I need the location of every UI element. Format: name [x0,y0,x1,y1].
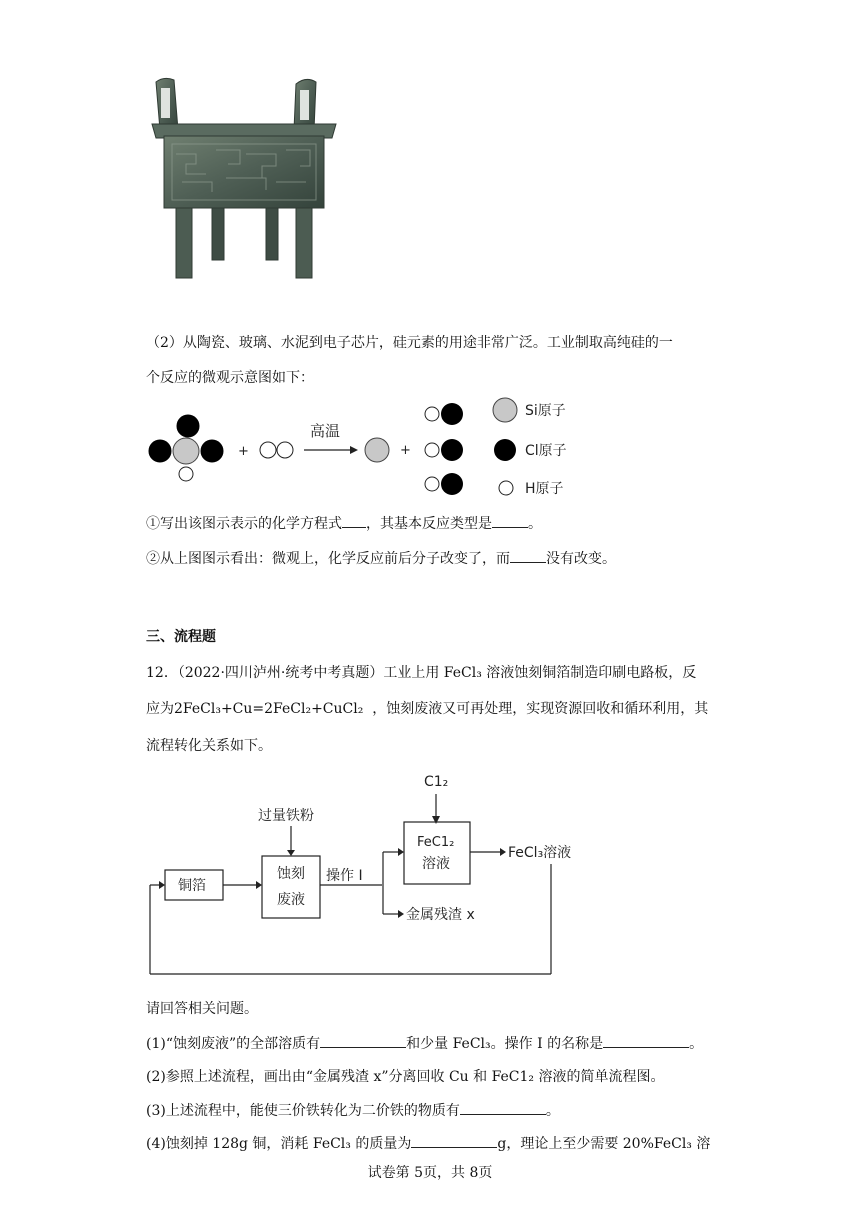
plus-sign-1: + [238,444,249,459]
process-flowchart [140,764,600,984]
cl-atom [441,473,463,495]
fecl2-label-1: FeC1₂ [417,835,455,850]
answer-blank-unchanged[interactable] [510,548,546,563]
q2-sub1-text-a: ①写出该图示表示的化学方程式 [146,516,342,532]
copper-foil-label: 铜箔 [178,878,206,894]
q12-line2-text-b: ，蚀刻废液又可再处理，实现资源回收和循环利用，其 [372,701,709,717]
q2-sub2-text-a: ②从上图图示看出：微观上，化学反应前后分子改变了，而 [146,551,510,567]
waste-label-1: 蚀刻 [277,866,305,882]
q2-sub1 [146,513,542,533]
si-legend-label: Si原子 [525,403,566,419]
h-atom [277,442,293,458]
q12-line2 [146,698,708,718]
q12-part3-text-a: (3)上述流程中，能使三价铁转化为二价铁的物质有 [146,1103,460,1119]
waste-label-2: 废液 [277,892,305,908]
q2-sub1-text-b: ，其基本反应类型是 [366,516,492,532]
cl-atom [201,440,223,462]
q12-part3 [146,1100,560,1120]
q12-part3-text-b: 。 [545,1103,560,1119]
h-atom [425,443,439,457]
q12-part1-text-b: 和少量 FeCl₃。操作 I 的名称是 [406,1036,604,1052]
cl-legend-label: Cl原子 [525,443,567,459]
cl-atom [149,440,171,462]
answer-blank-equation[interactable] [342,513,366,528]
answer-blank-operation[interactable] [603,1033,689,1048]
q12-part1-text-a: (1)“蚀刻废液”的全部溶质有 [146,1036,321,1052]
q12-part1 [146,1033,703,1053]
fecl3-label: FeCl₃溶液 [508,845,572,861]
q12-line3: 流程转化关系如下。 [146,738,272,754]
q12-part4 [146,1133,710,1153]
h-atom [179,467,193,481]
q2-intro-line1: （2）从陶瓷、玻璃、水泥到电子芯片，硅元素的用途非常广泛。工业制取高纯硅的一 [146,335,673,351]
cl-atom [441,403,463,425]
q12-line1: 12．（2022·四川泸州·统考中考真题）工业上用 FeCl₃ 溶液蚀刻铜箔制造印刷电路板，反 [146,665,697,681]
section-title: 三、流程题 [146,629,216,645]
h-legend-atom [499,481,513,495]
bronze-ding-image [146,74,342,284]
q12-line2-text-a: 应为 [146,701,174,717]
q2-intro-line2: 个反应的微观示意图如下： [146,370,314,386]
q12-prompt: 请回答相关问题。 [146,1001,258,1017]
q2-sub2 [146,548,616,568]
answer-blank-mass[interactable] [411,1133,497,1148]
iron-powder-label: 过量铁粉 [258,808,314,824]
q12-part2: (2)参照上述流程，画出由“金属残渣 x”分离回收 Cu 和 FeC1₂ 溶液的简单流程图。 [146,1069,665,1085]
reaction-diagram [140,396,600,506]
q12-equation: 2FeCl₃+Cu=2FeCl₂+CuCl₂ [174,701,364,717]
cl2-label: C1₂ [424,774,449,790]
answer-blank-reducers[interactable] [460,1100,546,1115]
h-legend-label: H原子 [525,481,564,497]
answer-blank-reaction-type[interactable] [492,513,528,528]
operation-label: 操作 I [326,868,363,884]
answer-blank-solutes[interactable] [320,1033,406,1048]
q2-sub1-text-c: 。 [528,516,542,532]
residue-label: 金属残渣 x [406,907,475,923]
q12-part4-text-b: g，理论上至少需要 20%FeCl₃ 溶 [497,1136,711,1152]
q12-part4-text-a: (4)蚀刻掉 128g 铜，消耗 FeCl₃ 的质量为 [146,1136,412,1152]
cl-atom [177,415,199,437]
cl-atom [441,439,463,461]
fecl2-solution-box [404,822,470,884]
si-atom [365,438,389,462]
cl-legend-atom [494,439,516,461]
plus-sign-2: + [400,443,411,458]
condition-label: 高温 [310,422,341,440]
si-atom [173,438,199,464]
q2-sub2-text-b: 没有改变。 [546,551,616,567]
si-legend-atom [493,398,517,422]
page-footer: 试卷第 5页，共 8页 [367,1165,493,1181]
q12-part1-text-c: 。 [689,1036,704,1052]
h-atom [425,477,439,491]
fecl2-label-2: 溶液 [422,856,450,872]
h-atom [425,407,439,421]
h-atom [260,442,276,458]
